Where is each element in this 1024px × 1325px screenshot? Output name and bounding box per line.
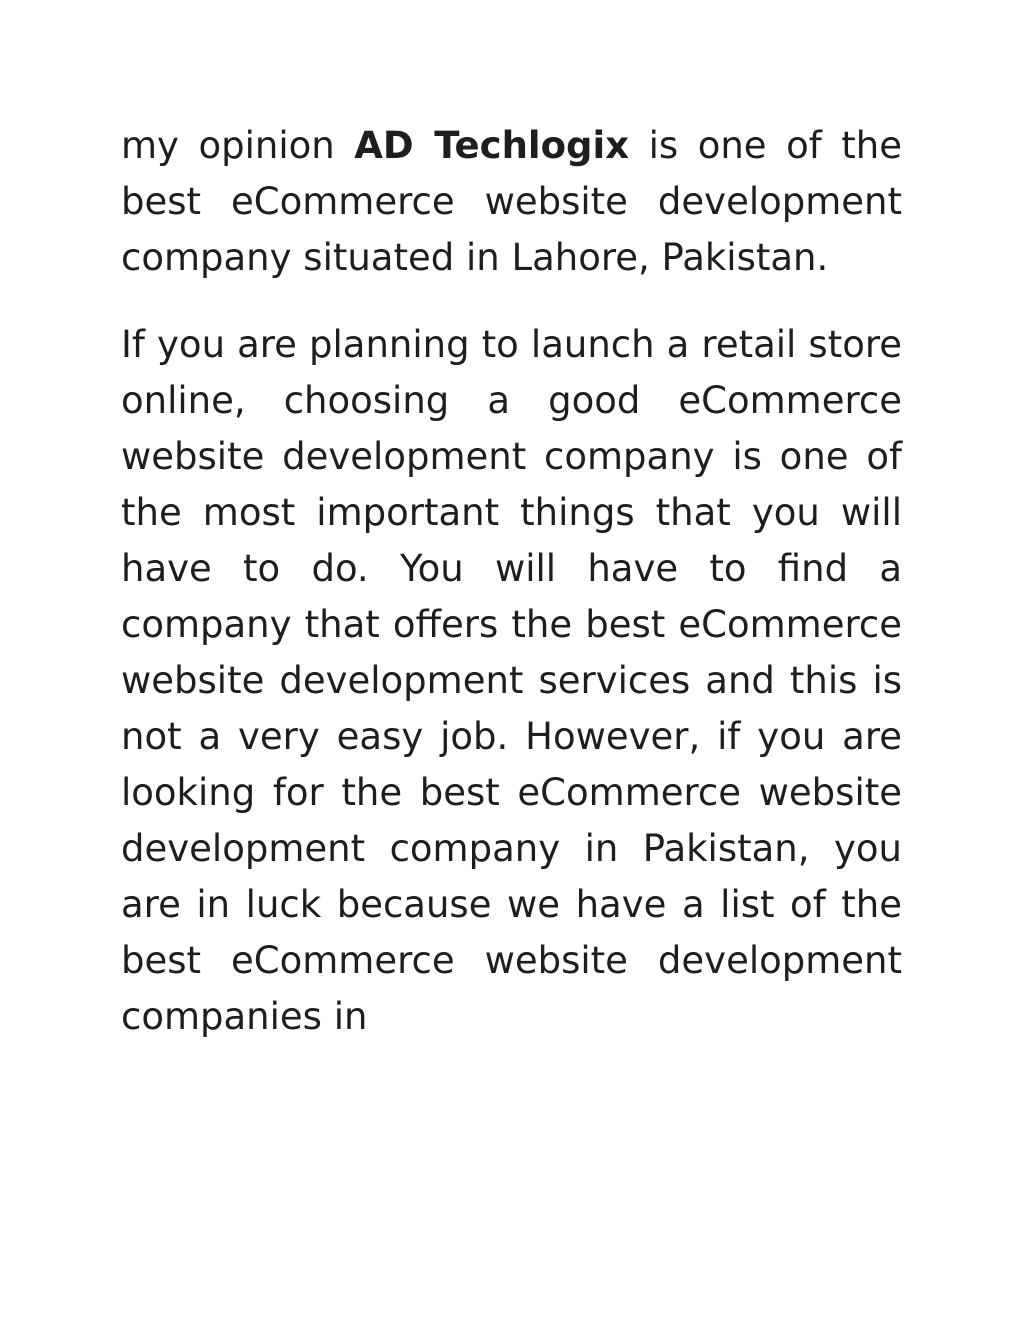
paragraph-body: If you are planning to launch a retail store online, choosing a good eCommerce website development company is one of the most important things that you will have to do. You will have to find a company that offers the best eCommerce website development services and this is not a very easy job. However, if you are looking for the best eCommerce website development company in Pakistan, you are in luck because we have a list of the best eCommerce website development companies in	[121, 323, 902, 1038]
paragraph-intro	[121, 118, 902, 286]
company-name: AD Techlogix	[354, 124, 630, 167]
paragraph-intro-end: is one of the best eCommerce website development company situated in Lahore, Pakistan.	[121, 124, 903, 279]
document-page	[121, 118, 902, 1045]
paragraph-intro-start: my opinion	[121, 124, 355, 167]
